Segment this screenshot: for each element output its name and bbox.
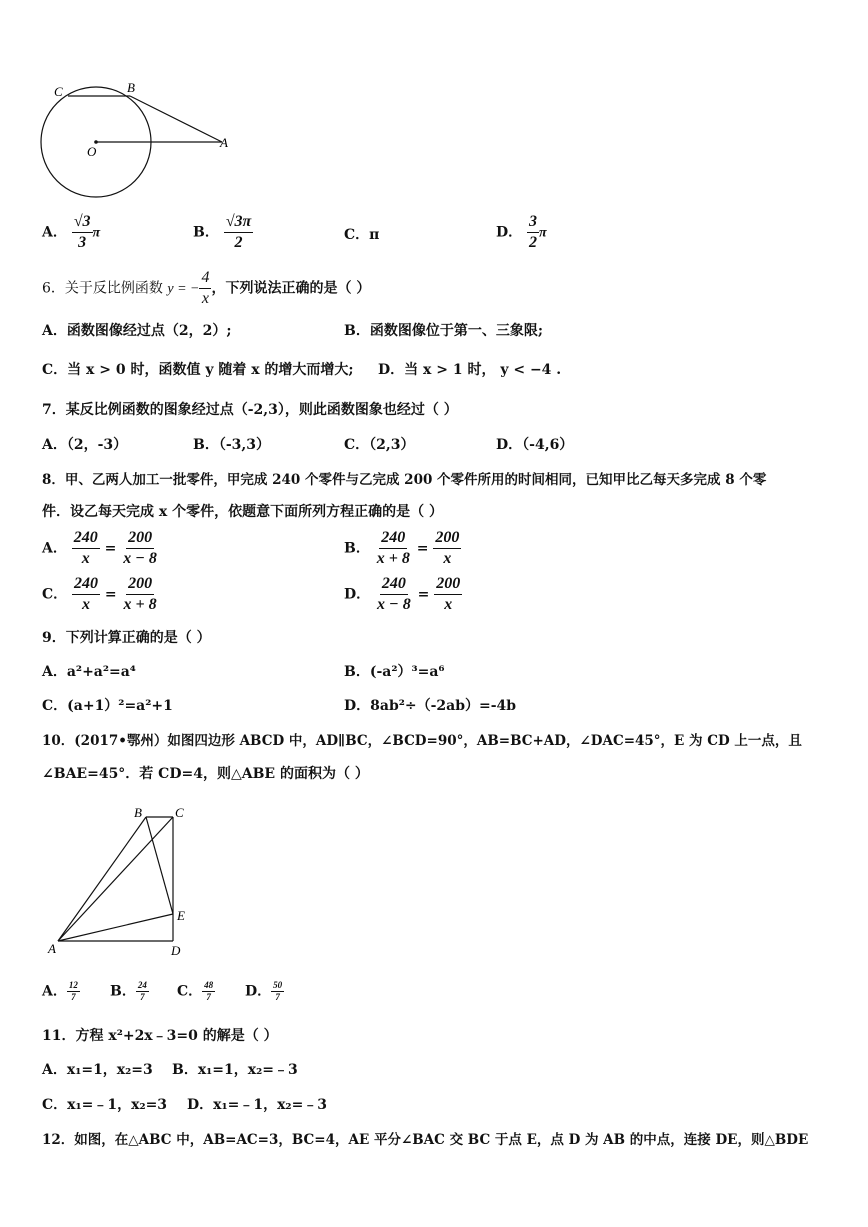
tangent-ba (130, 96, 222, 142)
label-e: E (177, 908, 185, 923)
q6-func-num: 4 (199, 268, 211, 289)
q5-d-label: D． (496, 224, 523, 241)
seg-ae (58, 914, 173, 941)
q6-option-b: B．函数图像位于第一、三象限; (344, 323, 544, 339)
q5-b-label: B． (193, 224, 219, 241)
q9-option-c: C．(a+1）²=a²+1 (42, 698, 173, 714)
q11-option-d: D．x₁=﹣1，x₂=﹣3 (187, 1097, 328, 1113)
q10-d-label: D． (245, 983, 272, 1000)
q8-c-frac2 (122, 574, 159, 615)
q6-stem-pre: 6．关于反比例函数 (42, 280, 163, 297)
q11-option-b: B．x₁=1，x₂=﹣3 (172, 1062, 298, 1078)
q10-d-num: 50 (273, 980, 283, 990)
q8-c-d1: x (82, 596, 91, 613)
edge-ab (58, 817, 146, 941)
q6-func-lhs: y = − (167, 281, 200, 297)
q9-option-a: A．a²+a²=a⁴ (42, 664, 136, 680)
q5-a-num: √3 (72, 212, 93, 233)
q8-b-frac1 (375, 528, 412, 569)
q10-d-frac (271, 980, 284, 1003)
q10-line1: 10．(2017•鄂州）如图四边形 ABCD 中，AD∥BC，∠BCD=90°，AB=BC+AD，∠DAC=45°，E 为 CD 上一点，且 (42, 733, 802, 749)
q8-a-n1: 240 (72, 528, 100, 549)
q8-line2: 件．设乙每天完成 x 个零件，依题意下面所列方程正确的是（ ） (42, 504, 443, 520)
label-a: A (220, 135, 228, 150)
q5-b-num: √3π (224, 212, 254, 233)
label-c: C (54, 84, 63, 99)
q10-c-frac (202, 980, 215, 1003)
q8-b-d2: x (443, 550, 452, 567)
q8-d-n1: 240 (380, 574, 408, 595)
q10-c-den: 7 (206, 992, 211, 1002)
q6-option-a: A．函数图像经过点（2，2）; (42, 323, 232, 339)
q8-c-label: C． (42, 586, 68, 603)
q5-d-num: 3 (527, 212, 539, 233)
q6-stem (42, 268, 370, 309)
q8-a-frac1 (72, 528, 100, 569)
diag-ac (58, 817, 173, 941)
q5-a-tail: π (92, 225, 101, 241)
q8-option-d (344, 574, 462, 615)
q10-b-frac (136, 980, 149, 1003)
q5-b-den: 2 (234, 234, 243, 251)
q8-c-d2: x + 8 (123, 596, 157, 613)
q8-a-d2: x − 8 (123, 550, 157, 567)
q6-func-frac (199, 268, 211, 309)
q8-d-n2: 200 (434, 574, 462, 595)
q9-option-b: B．(-a²）³=a⁶ (344, 664, 445, 680)
q10-d-den: 7 (275, 992, 280, 1002)
q11-option-c: C．x₁=﹣1，x₂=3 (42, 1097, 168, 1113)
q8-c-n2: 200 (126, 574, 154, 595)
q5-c-text: π (369, 227, 380, 243)
q8-d-frac1 (375, 574, 413, 615)
q8-b-n2: 200 (433, 528, 461, 549)
q12-stem: 12．如图，在△ABC 中，AB=AC=3，BC=4，AE 平分∠BAC 交 BC 于点 E，点 D 为 AB 的中点，连接 DE，则△BDE (42, 1132, 809, 1148)
q11-stem: 11．方程 x²+2x﹣3=0 的解是（ ） (42, 1028, 278, 1044)
q8-d-d1: x − 8 (377, 596, 411, 613)
q8-d-eq: = (417, 586, 430, 603)
q8-d-label: D． (344, 586, 371, 603)
q10-a-den: 7 (71, 992, 76, 1002)
q5-a-frac (72, 212, 93, 253)
q10-option-d (245, 980, 284, 1003)
q8-c-n1: 240 (72, 574, 100, 595)
q5-d-frac (527, 212, 539, 253)
q8-a-label: A． (42, 540, 67, 557)
quadrilateral-figure (40, 800, 200, 960)
q5-b-frac (224, 212, 254, 253)
q8-option-b (344, 528, 461, 569)
q10-option-b (110, 980, 149, 1003)
q8-c-frac1 (72, 574, 100, 615)
q8-c-eq: = (104, 586, 117, 603)
q10-option-a (42, 980, 80, 1003)
q10-a-label: A． (42, 983, 67, 1000)
q8-b-n1: 240 (379, 528, 407, 549)
q9-option-d: D．8ab²÷（-2ab）=-4b (344, 698, 517, 714)
q11-option-a: A．x₁=1，x₂=3 (42, 1062, 153, 1078)
q8-option-a (42, 528, 159, 569)
q5-option-b (193, 212, 253, 253)
q8-a-d1: x (81, 550, 90, 567)
q10-c-label: C． (177, 983, 203, 1000)
q6-func-den: x (201, 290, 210, 307)
q10-option-c (177, 980, 215, 1003)
q8-a-eq: = (104, 540, 117, 557)
q6-option-d: D．当 x > 1 时， y < −4 . (378, 362, 562, 378)
q8-d-frac2 (434, 574, 462, 615)
q8-a-n2: 200 (126, 528, 154, 549)
q10-a-num: 12 (68, 980, 78, 990)
label-d: D (171, 943, 181, 958)
q5-c-label: C． (344, 227, 370, 243)
circle-tangent-figure (30, 76, 240, 206)
q5-option-c (344, 224, 379, 244)
q10-b-den: 7 (140, 992, 145, 1002)
q7-stem: 7．某反比例函数的图象经过点（-2,3），则此函数图象也经过（ ） (42, 402, 458, 418)
q10-c-num: 48 (204, 980, 214, 990)
q5-option-a (42, 212, 100, 253)
q8-b-frac2 (433, 528, 461, 569)
label-b: B (127, 80, 135, 95)
q7-option-c: C．（2,3） (344, 437, 415, 453)
label-c: C (175, 805, 184, 820)
q8-b-d1: x + 8 (376, 550, 410, 567)
q9-stem: 9．下列计算正确的是（ ） (42, 630, 211, 646)
q8-d-d2: x (444, 596, 453, 613)
q7-option-a: A．（2，-3） (42, 437, 128, 453)
q6-option-c: C．当 x > 0 时，函数值 y 随着 x 的增大而增大; (42, 362, 354, 378)
q8-b-label: B． (344, 540, 370, 557)
q6-stem-post: ，下列说法正确的是（ ） (211, 280, 371, 297)
q5-a-label: A． (42, 224, 67, 241)
q8-line1: 8．甲、乙两人加工一批零件，甲完成 240 个零件与乙完成 200 个零件所用的时间相同，已知甲比乙每天多完成 8 个零 (42, 472, 767, 488)
q5-d-den: 2 (529, 234, 538, 251)
label-a: A (48, 941, 56, 956)
q8-a-frac2 (121, 528, 159, 569)
q10-line2: ∠BAE=45°．若 CD=4，则△ABE 的面积为（ ） (42, 766, 369, 782)
q7-option-d: D．（-4,6） (496, 437, 574, 453)
label-b: B (134, 805, 142, 820)
q7-option-b: B．（-3,3） (193, 437, 270, 453)
q8-b-eq: = (416, 540, 429, 557)
label-o: O (87, 144, 97, 159)
q10-b-label: B． (110, 983, 136, 1000)
q8-option-c (42, 574, 159, 615)
q10-b-num: 24 (137, 980, 147, 990)
q10-a-frac (67, 980, 80, 1003)
q5-option-d (496, 212, 547, 253)
q5-d-tail: π (539, 225, 547, 241)
q5-a-den: 3 (78, 234, 87, 251)
